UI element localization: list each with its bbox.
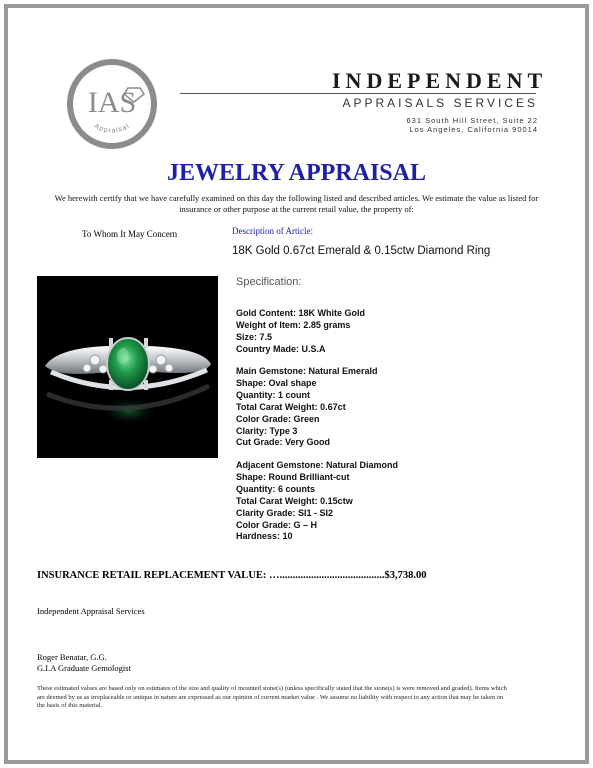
description-value: 18K Gold 0.67ct Emerald & 0.15ctw Diamond Ring	[232, 245, 491, 257]
insurance-value: INSURANCE RETAIL REPLACEMENT VALUE: …........................................$3,738.00	[37, 570, 427, 581]
ias-logo	[66, 58, 158, 150]
gold-specs	[236, 308, 365, 356]
brand-divider	[180, 93, 536, 94]
spec-line: Clarity: Type 3	[236, 425, 298, 436]
spec-line: Color Grade: G – H	[236, 519, 318, 530]
spec-line: Quantity: 1 count	[236, 389, 310, 400]
document-title: JEWELRY APPRAISAL	[167, 160, 426, 186]
ring-photo	[37, 276, 218, 458]
spec-line: Country Made: U.S.A	[236, 343, 326, 354]
spec-line: Cut Grade: Very Good	[236, 437, 331, 448]
main-gemstone-specs	[236, 366, 378, 449]
spec-line: Quantity: 6 counts	[236, 483, 316, 494]
spec-line: Weight of Item: 2.85 grams	[236, 319, 351, 330]
spec-line: Gold Content: 18K White Gold	[236, 308, 365, 318]
spec-line: Shape: Round Brilliant-cut	[236, 471, 350, 482]
brand-subtitle: APPRAISALS SERVICES	[342, 96, 538, 110]
adjacent-gemstone-specs	[236, 460, 398, 543]
spec-line: Total Carat Weight: 0.15ctw	[236, 495, 353, 506]
spec-line: Color Grade: Green	[236, 413, 320, 424]
certify-text: We herewith certify that we have carefully examined on this day the following listed and described articles. We estimate the value as listed for insurance or other purpose at the current retail value, the property of:	[54, 193, 539, 214]
spec-line: Shape: Oval shape	[236, 377, 317, 388]
signer-title: G.I.A Graduate Gemologist	[37, 663, 131, 673]
to-whom: To Whom It May Concern	[82, 229, 178, 239]
spec-line: Hardness: 10	[236, 531, 293, 542]
disclaimer-text: These estimated values are based only on estimates of the size and quality of mounted stone(s) (unless specifically stated that the stone(s) is were removed and graded). Items which are deemed by us as irreplaceable or antique in nature are expressed as our opinion of current market value . We assume no liability with respect to any action that may be taken on the basis of this material.	[37, 685, 507, 709]
spec-line: Size: 7.5	[236, 331, 273, 342]
brand-name: INDEPENDENT	[332, 68, 548, 93]
spec-line: Adjacent Gemstone: Natural Diamond	[236, 460, 399, 470]
company-name: Independent Appraisal Services	[37, 606, 145, 616]
description-label: Description of Article:	[232, 226, 313, 236]
signer-block	[37, 652, 131, 674]
logo-arc-text: Appraisal	[92, 122, 132, 135]
address-line-1: 631 South Hill Street, Suite 22	[406, 116, 538, 125]
spec-line: Clarity Grade: SI1 - SI2	[236, 507, 334, 518]
logo-letters: IAS	[87, 86, 137, 119]
spec-line: Total Carat Weight: 0.67ct	[236, 401, 346, 412]
signer-name: Roger Benatar, G.G.	[37, 652, 107, 662]
spec-line: Main Gemstone: Natural Emerald	[236, 366, 378, 376]
address-line-2: Los Angeles, California 90014	[409, 125, 538, 134]
specification-label: Specification:	[236, 276, 302, 288]
